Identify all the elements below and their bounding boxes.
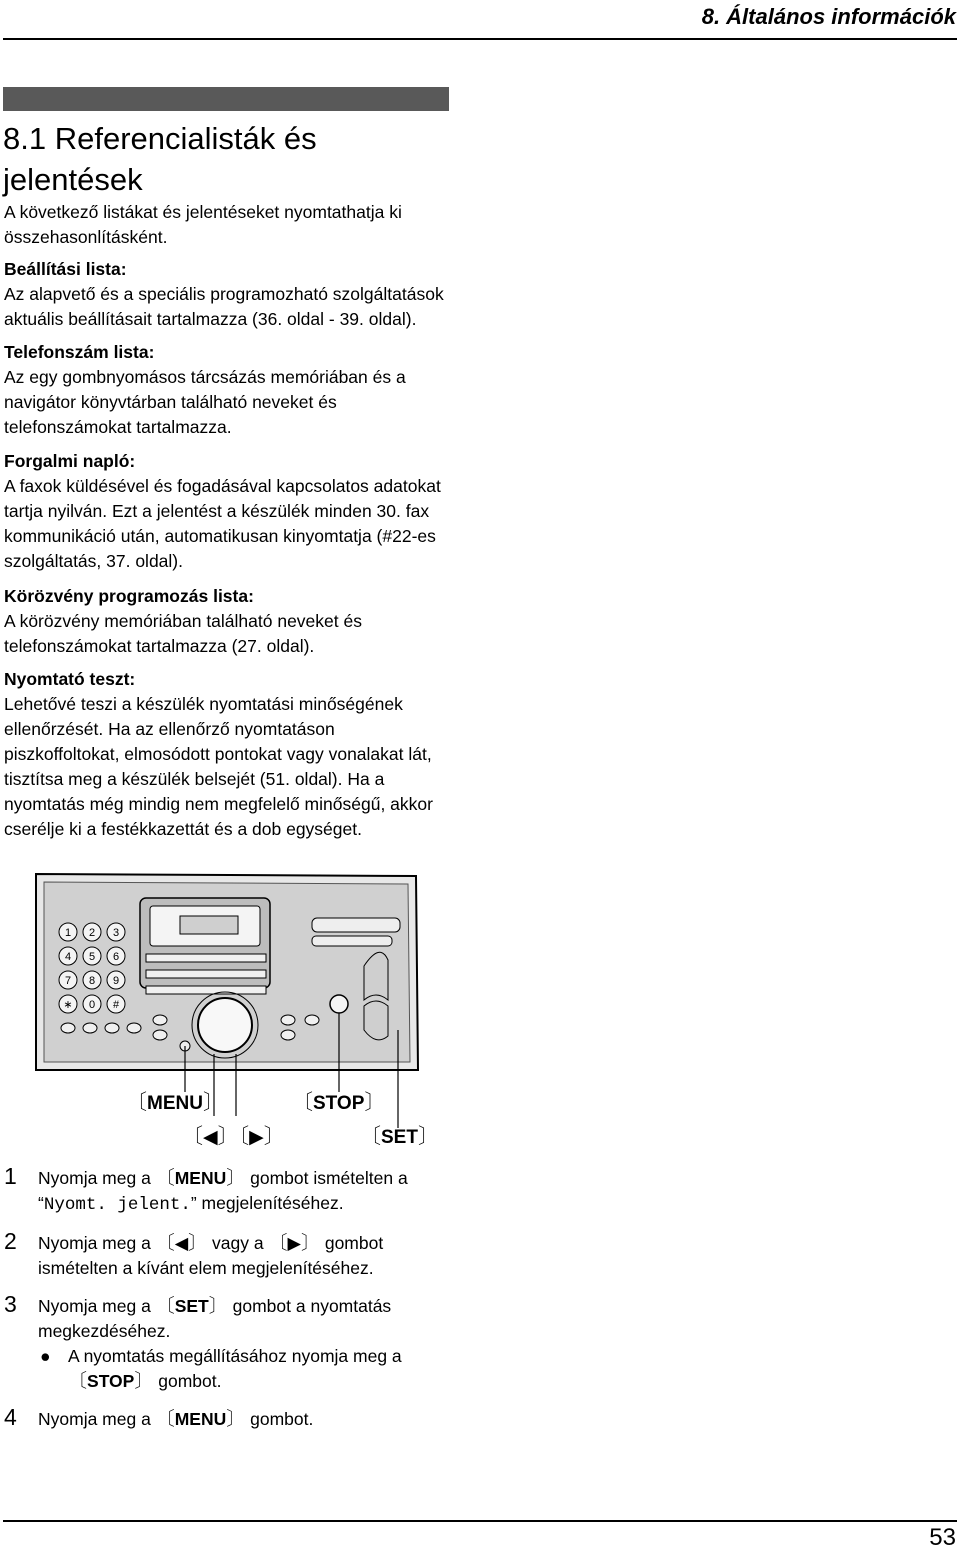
- block-label: Telefonszám lista:: [4, 342, 155, 362]
- step-number: 1: [4, 1163, 17, 1189]
- step-text: megjelenítéséhez.: [196, 1193, 344, 1213]
- block-journal: [4, 449, 454, 574]
- keypad-key-label: 8: [88, 975, 96, 987]
- left-arrow-icon: ◀: [174, 1233, 189, 1253]
- header-rule: [3, 38, 957, 40]
- block-phone-list: [4, 340, 454, 440]
- step-text: vagy a: [207, 1233, 269, 1253]
- block-text: Az egy gombnyomásos tárcsázás memóriában és a navigátor könyvtárban található neveket és telefonszámokat tartalmazza.: [4, 367, 406, 437]
- control-panel-illustration: [30, 870, 450, 1160]
- section-bar: [3, 87, 449, 111]
- step-3: 3 Nyomja meg a 〔SET〕 gombot a nyomtatás megkezdéséhez. ● A nyomtatás megállításához nyomja meg a 〔STOP〕 gombot.: [4, 1294, 464, 1394]
- block-label: Nyomtató teszt:: [4, 669, 136, 689]
- keypad-key-label: 0: [88, 999, 96, 1011]
- right-arrow-icon: ▶: [249, 1127, 264, 1148]
- left-arrow-icon: ◀: [203, 1127, 218, 1148]
- set-label-text: SET: [381, 1127, 418, 1148]
- step-2: 2 Nyomja meg a 〔◀〕 vagy a 〔▶〕 gombot ismételten a kívánt elem megjelenítéséhez.: [4, 1228, 384, 1278]
- menu-label-text: MENU: [147, 1093, 203, 1114]
- keypad-key-label: 5: [88, 951, 96, 963]
- block-label: Forgalmi napló:: [4, 451, 136, 471]
- keypad-key-label: 3: [112, 927, 120, 939]
- steps-list: [4, 1163, 464, 1445]
- block-label: Körözvény programozás lista:: [4, 586, 254, 606]
- block-label: Beállítási lista:: [4, 259, 127, 279]
- step-text: Nyomja meg a: [38, 1168, 156, 1188]
- menu-key-label: 〔MENU〕: [126, 1091, 224, 1114]
- chapter-title: 8. Általános információk: [701, 4, 956, 29]
- intro-paragraph: A következő listákat és jelentéseket nyomtathatja ki összehasonlításként.: [4, 202, 402, 247]
- bullet-icon: ●: [40, 1346, 51, 1366]
- note-text: A nyomtatás megállításához nyomja meg a: [68, 1346, 402, 1366]
- step-text: gombot a nyomtatás megkezdéséhez.: [38, 1296, 392, 1341]
- block-text: Az alapvető és a speciális programozható szolgáltatások aktuális beállításait tartalmazza (36. oldal - 39. oldal).: [4, 284, 444, 329]
- step-4: 4 Nyomja meg a 〔MENU〕 gombot.: [4, 1404, 314, 1430]
- block-settings-list: [4, 257, 454, 332]
- arrow-keys-label: 〔◀〕〔▶〕: [182, 1125, 285, 1148]
- keypad-key-label: 2: [88, 927, 96, 939]
- set-key-label: 〔SET〕: [360, 1125, 439, 1148]
- section-title: 8.1 Referencialisták és jelentések: [3, 121, 317, 197]
- step-text: gombot.: [245, 1409, 314, 1429]
- one-touch-grid: [146, 954, 266, 994]
- menu-key: MENU: [174, 1168, 227, 1188]
- step-number: 2: [4, 1228, 17, 1254]
- keypad-key-label: #: [112, 999, 120, 1011]
- step-1: 1 Nyomja meg a 〔MENU〕 gombot ismételten a “Nyomt. jelent.” megjelenítéséhez.: [4, 1163, 408, 1215]
- display-text: Nyomt. jelent.: [43, 1195, 191, 1215]
- block-printer-test: [4, 667, 454, 842]
- page-number: 53: [929, 1524, 956, 1551]
- step-number: 4: [4, 1404, 17, 1430]
- control-panel-diagram: [30, 870, 450, 1160]
- keypad-key-label: 9: [112, 975, 120, 987]
- keypad-key-label: 7: [64, 975, 72, 987]
- block-broadcast-list: [4, 584, 454, 659]
- footer-rule: [3, 1520, 957, 1522]
- set-key: SET: [174, 1296, 209, 1316]
- step-text: Nyomja meg a: [38, 1409, 156, 1429]
- step-text: gombot ismételten a kívánt elem megjelenítéséhez.: [38, 1233, 384, 1278]
- keypad-key-label: 4: [64, 951, 72, 963]
- stop-key-label: 〔STOP〕: [292, 1091, 386, 1114]
- right-arrow-icon: ▶: [287, 1233, 301, 1253]
- step-3-note: ● A nyomtatás megállításához nyomja meg a 〔STOP〕 gombot.: [40, 1346, 402, 1392]
- step-text: Nyomja meg a: [38, 1296, 156, 1316]
- stop-key: STOP: [87, 1371, 135, 1391]
- menu-key: MENU: [174, 1409, 227, 1429]
- note-text: gombot.: [153, 1371, 222, 1391]
- block-text: A faxok küldésével és fogadásával kapcsolatos adatokat tartja nyilván. Ezt a jelentést a készülék minden 30. fax kommunikáció után, automatikusan kinyomtatja (#22-es szolgáltatás, 37. oldal).: [4, 476, 441, 571]
- step-number: 3: [4, 1291, 17, 1317]
- keypad-key-label: 6: [112, 951, 120, 963]
- block-text: A körözvény memóriában található neveket és telefonszámokat tartalmazza (27. oldal).: [4, 611, 362, 656]
- keypad-key-label: 1: [64, 927, 72, 939]
- stop-label-text: STOP: [313, 1093, 365, 1114]
- keypad-key-label: ∗: [63, 999, 73, 1011]
- step-text: gombot ismételten a: [245, 1168, 408, 1188]
- block-text: Lehetővé teszi a készülék nyomtatási minőségének ellenőrzését. Ha az ellenőrző nyomtatáson piszkoffoltokat, elmosódott pontokat vagy vonalakat lát, tisztítsa meg a készülék belsejét (51. oldal). Ha a nyomtatás még mindig nem megfelelő minőségű, akkor cserélje ki a festékkazettát és a dob egységet.: [4, 694, 433, 839]
- step-text: Nyomja meg a: [38, 1233, 156, 1253]
